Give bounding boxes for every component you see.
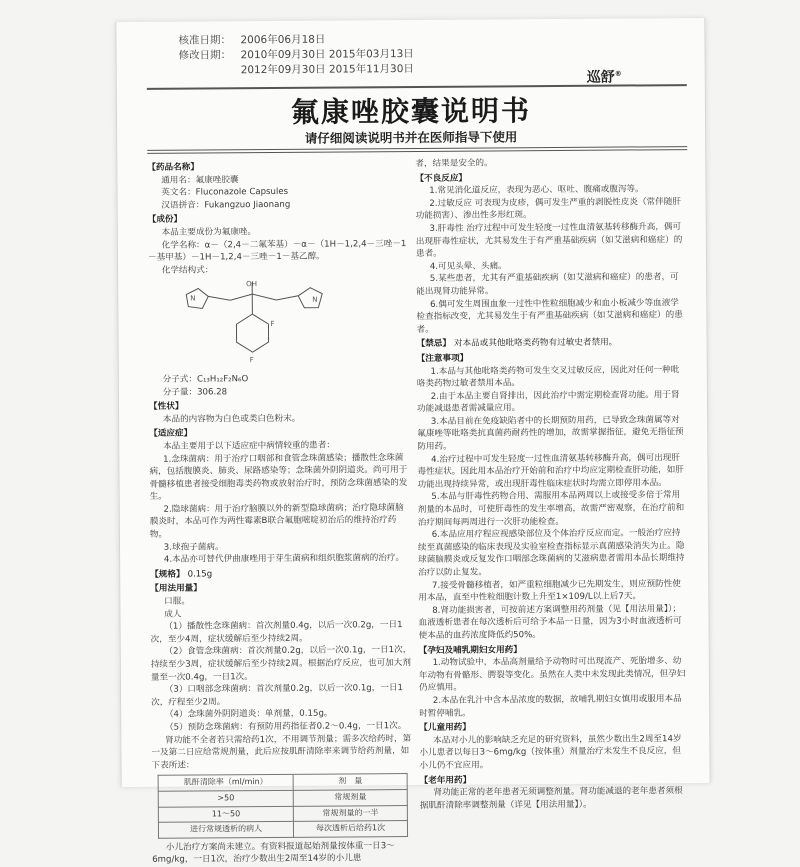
section-heading: 【注意事项】 [417, 351, 687, 365]
text-line: （1）播散性念珠菌病：首次剂量0.4g，以后一次0.2g，一日1次，至少4周，症状缓解后至少持续2周。 [151, 619, 413, 646]
text-line: 1.常见消化道反应，表现为恶心、呕吐、腹痛或腹泻等。 [415, 183, 685, 197]
table-row [158, 805, 407, 822]
text-line: 2.隐球菌病：用于治疗脑膜以外的新型隐球菌病；治疗隐球菌脑膜炎时，本品可作为两性霉素B联合氟胞嘧啶初治后的维持治疗药物。 [150, 502, 412, 542]
section-heading: 【用法用量】 [150, 581, 412, 595]
text-line: 4.可见头晕、头痛。 [416, 259, 686, 273]
svg-text:N: N [190, 295, 195, 303]
date-row: 修改日期： 2010年09月30日 2015年03月13日 [179, 47, 414, 64]
text-line: 5.某些患者，尤其有严重基础疾病（如艾滋病和癌症）的患者，可能出现肾功能异常。 [416, 271, 686, 298]
text-line: 3.球孢子菌病。 [150, 540, 412, 554]
text-line: 2.由于本品主要自肾排出，因此治疗中需定期检查肾功能。用于肾功能减退患者需减量应用。 [417, 389, 687, 416]
text-line: 汉语拼音：Fukangzuo Jiaonang [148, 198, 410, 212]
approval-dates [178, 32, 414, 79]
table-header-row [158, 774, 407, 791]
section-heading: 【孕妇及哺乳期妇女用药】 [419, 643, 689, 657]
svg-text:F: F [270, 320, 274, 328]
text-line: 本品的内容物为白色或类白色粉末。 [149, 412, 411, 426]
leaflet-sheet [115, 18, 710, 787]
section-heading: 【不良反应】 [415, 171, 685, 185]
table-cell: 常规剂量的一半 [294, 805, 408, 821]
date-row: 2012年09月30日 2015年11月30日 [179, 62, 414, 79]
text-line: 口服。 [150, 594, 412, 608]
table-cell: 11～50 [158, 806, 293, 823]
molecular-weight: 分子量：306.28 [149, 385, 411, 399]
chemical-structure [172, 280, 373, 367]
text-line: 英文名：Fluconazole Capsules [147, 185, 409, 199]
table-row [158, 789, 407, 806]
svg-text:N: N [312, 296, 317, 304]
text-line: （2）食管念珠菌病：首次剂量0.2g，以后一次0.1g，一日1次，持续至少3周，症状缓解后至少持续2周。根据治疗反应，也可加大剂量至一次0.4g，一日1次。 [151, 644, 413, 684]
document-title: 氟康唑胶囊说明书 [117, 88, 705, 132]
text-line: 本品主要用于以下适应症中病情较重的患者： [149, 439, 411, 453]
dose-adjustment-table [158, 773, 408, 838]
text-line: 肾功能正常的老年患者无须调整剂量。肾功能减退的老年患者须根据肌酐清除率调整剂量（详见【用法用量】）。 [420, 785, 690, 812]
table-cell: >50 [158, 790, 293, 807]
text-line: 4.治疗过程中可发生轻度一过性血清氨基转移酶升高，偶可出现肝毒性症状。因此用本品治疗开始前和治疗中均应定期检查肝功能，如肝功能出现持续异常，或出现肝毒性临床症状时均需立即停用本品。 [417, 452, 687, 492]
text-line: 3.本品目前在免疫缺陷者中的长期预防用药，已导致念珠菌属等对氟康唑等吡咯类抗真菌药耐药性的增加，故需掌握指征，避免无指征预防用药。 [417, 414, 687, 454]
table-header-cell: 肌酐清除率（ml/min） [158, 775, 293, 792]
table-row [158, 821, 407, 838]
molecular-formula: 分子式：C₁₃H₁₂F₂N₆O [149, 372, 411, 386]
brand-logo: 巡舒® [587, 67, 622, 87]
table-cell: 每次透析后给药1次 [294, 821, 408, 837]
text-line: 肾功能不全者若只需给药1次，不用调节剂量；需多次给药时，第一及第二日应给常规剂量，此后应按肌酐清除率来调节给药剂量，如下表所述： [151, 733, 413, 773]
text-line: 4.本品亦可替代伊曲康唑用于芽生菌病和组织胞浆菌病的治疗。 [150, 552, 412, 566]
text-line: 化学结构式： [148, 263, 410, 277]
text-line: （3）口咽部念珠菌病：首次剂量0.2g，以后一次0.1g，一日1次，疗程至少2周。 [151, 682, 413, 709]
text-line: 1.本品与其他吡咯类药物可发生交叉过敏反应，因此对任何一种吡咯类药物过敏者禁用本品。 [417, 364, 687, 391]
table-header-cell: 剂 量 [293, 774, 407, 790]
text-line: 1.念珠菌病：用于治疗口咽部和食管念珠菌感染；播散性念珠菌病，包括腹膜炎、肺炎、尿路感染等；念珠菌外阴阴道炎。尚可用于骨髓移植患者接受细胞毒类药物或放射治疗时，预防念珠菌感染的发生。 [149, 452, 411, 504]
text-line: 2.本品在乳汁中含本品浓度的数据，故哺乳期妇女慎用或服用本品时暂停哺乳。 [419, 693, 689, 720]
text-line: 通用名：氟康唑胶囊 [147, 173, 409, 187]
text-line: 8.肾功能损害者，可按前述方案调整用药剂量（见【用法用量】）；血液透析患者在每次透析后可给予本品一日量，因为3小时血液透析可使本品的血药浓度降低约50%。 [418, 603, 688, 643]
text-line: 3.肝毒性 治疗过程中可发生轻度一过性血清氨基转移酶升高，偶可出现肝毒性症状，尤其易发生于有严重基础疾病（如艾滋病和癌症）的患者。 [416, 221, 686, 261]
section-heading: 【适应症】 [149, 426, 411, 440]
date-row: 核准日期： 2006年06月18日 [178, 32, 413, 49]
table-cell: 进行常规透析的病人 [158, 821, 293, 838]
text-line: 者，结果是安全的。 [415, 156, 685, 170]
text-line: 小儿治疗方案尚未建立。有资料报道起始剂量按体重一日3～6mg/kg，一日1次，治疗少数出生2周至14岁的小儿患 [152, 840, 414, 867]
text-line: 7.接受骨髓移植者，如严重粒细胞减少已先期发生，则应预防性使用本品，直至中性粒细胞计数上升至1×109/L以上后7天。 [418, 578, 688, 605]
left-column [147, 158, 414, 867]
section-heading: 【儿童用药】 [419, 720, 689, 734]
text-line: 5.本品与肝毒性药物合用、需服用本品两周以上或接受多倍于常用剂量的本品时，可使肝毒性的发生率增高，故需严密观察，在治疗前和治疗期间每两周进行一次肝功能检查。 [418, 490, 688, 530]
text-line: 2.过敏反应 可表现为皮疹，偶可发生严重的剥脱性皮炎（常伴随肝功能损害）、渗出性多形红斑。 [416, 196, 686, 223]
right-column [415, 156, 690, 812]
text-line: 本品主要成份为氟康唑。 [148, 225, 410, 239]
section-heading: 【禁忌】 对本品或其他吡咯类药物有过敏史者禁用。 [417, 336, 687, 350]
section-heading: 【老年用药】 [420, 773, 690, 787]
text-line: 6.偶可发生周围血象一过性中性粒细胞减少和血小板减少等血液学检查指标改变，尤其易发生于有严重基础疾病（如艾滋病和癌症）的患者。 [416, 297, 686, 337]
table-cell: 常规剂量 [293, 789, 407, 805]
text-line: 成人 [150, 607, 412, 621]
svg-text:F: F [250, 356, 254, 364]
section-heading: 【规格】 0.15g [150, 567, 412, 581]
text-line: 6.本品应用疗程应视感染部位及个体治疗反应而定。一般治疗应持续至真菌感染的临床表现及实验室检查指标显示真菌感染消失为止。隐球菌脑膜炎或反复发作口咽部念珠菌病的艾滋病患者需用本品长期维持治疗以防止复发。 [418, 527, 688, 579]
text-line: （4）念珠菌外阴阴道炎：单剂量，0.15g。 [151, 707, 413, 721]
text-line: 1.动物试验中，本品高剂量给予动物时可出现流产、死胎增多、幼年动物有骨骼形、腭裂等变化。虽然在人类中未发现此类情况，但孕妇仍应慎用。 [419, 655, 689, 695]
text-line: 本品对小儿的影响缺乏充足的研究资料，虽然少数出生2周至14岁小儿患者以每日3～6mg/kg（按体重）剂量治疗未发生不良反应，但小儿仍不宜应用。 [419, 733, 689, 773]
section-heading: 【性状】 [149, 399, 411, 413]
text-line: （5）预防念珠菌病：有预防用药指征者0.2～0.4g，一日1次。 [151, 720, 413, 734]
section-heading: 【成份】 [148, 212, 410, 226]
text-line: 化学名称：α－（2,4－二氟苯基）－α－（1H－1,2,4－三唑－1－基甲基）－1H－1,2,4－三唑－1－基乙醇。 [148, 238, 410, 265]
svg-text:OH: OH [246, 280, 257, 288]
document-subtitle: 请仔细阅读说明书并在医师指导下使用 [117, 126, 705, 148]
section-heading: 【药品名称】 [147, 160, 409, 174]
